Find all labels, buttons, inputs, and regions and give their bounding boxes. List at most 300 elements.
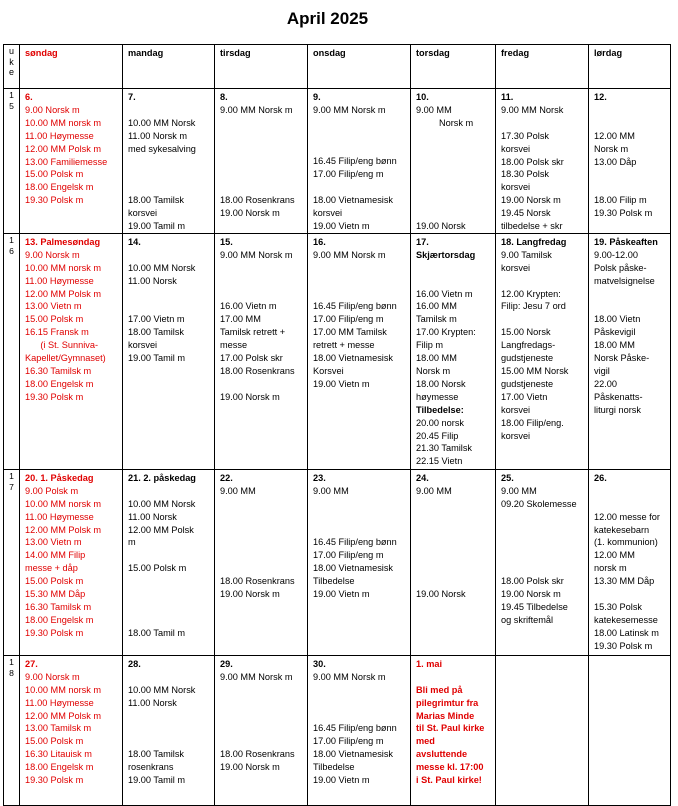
day-cell (123, 89, 215, 234)
schedule-line: 16.45 Filip/eng bønn (313, 156, 397, 167)
schedule-line: 19.00 Norsk m (501, 195, 561, 206)
schedule-line: 18.00 Polsk skr (501, 576, 564, 587)
schedule-line: 15.00 Polsk m (25, 576, 84, 587)
schedule-line (501, 117, 583, 130)
schedule-line: 12.00 MM (594, 550, 635, 561)
schedule-line (594, 181, 665, 194)
schedule-line: Påskevigil (594, 327, 636, 338)
week-row (4, 655, 671, 805)
week-number-digit: 1 (9, 656, 14, 667)
schedule-line: 19.00 Norsk m (220, 391, 280, 402)
day-cell (496, 469, 589, 655)
day-date-label: 26. (594, 472, 607, 483)
day-cell (308, 233, 411, 469)
schedule-line (128, 601, 209, 614)
schedule-line: 11.00 Høymesse (25, 275, 94, 286)
week-row (4, 89, 671, 234)
schedule-line: 22.15 Vietn (416, 456, 463, 467)
schedule-line: 13.00 Dåp (594, 156, 637, 167)
day-date-label: 13. Palmesøndag (25, 236, 101, 247)
schedule-line: pilegrimtur fra (416, 697, 479, 708)
calendar-table (3, 44, 671, 806)
schedule-line: 18.00 Norsk (416, 378, 466, 389)
schedule-line (128, 288, 209, 301)
schedule-line (128, 722, 209, 735)
schedule-line (220, 275, 302, 288)
day-date-label: 24. (416, 472, 429, 483)
schedule-line: 15.30 Polsk (594, 601, 643, 612)
schedule-line: gudstjeneste (501, 353, 554, 364)
schedule-line: 19.00 Vietn m (313, 221, 370, 231)
schedule-line: 19.00 Vietn m (313, 378, 370, 389)
schedule-line (416, 194, 490, 207)
day-cell (123, 655, 215, 805)
schedule-line (501, 562, 583, 575)
schedule-line: 18.00 Tamilsk (128, 327, 185, 338)
day-date-label: 21. 2. påskedag (128, 472, 196, 483)
schedule-line: 12.00 MM (594, 130, 635, 141)
week-number-digit: 1 (9, 470, 14, 481)
schedule-line: 11.00 Norsk m (128, 130, 188, 141)
schedule-line (220, 710, 302, 723)
schedule-line (128, 300, 209, 313)
schedule-line: 17.00 Vietn (501, 391, 548, 402)
week-number-digit: 7 (9, 481, 14, 492)
schedule-line: 18.00 Vietn (594, 314, 641, 325)
schedule-line: m (128, 537, 136, 548)
schedule-line (501, 275, 583, 288)
schedule-line (313, 710, 405, 723)
week-number-cell (4, 89, 20, 234)
schedule-line: (i St. Sunniva- (25, 340, 99, 351)
week-number-cell (4, 233, 20, 469)
schedule-line (128, 181, 209, 194)
schedule-line: 16.30 Tamilsk m (25, 366, 92, 377)
schedule-line (313, 143, 405, 156)
day-date-label: 22. (220, 472, 233, 483)
schedule-line: vigil (594, 365, 610, 376)
schedule-line: 19.00 Norsk (416, 220, 466, 231)
day-cell (411, 655, 496, 805)
schedule-line: 10.00 MM Norsk (128, 262, 196, 273)
schedule-line: 19.00 Norsk m (501, 589, 561, 600)
schedule-line: 11.00 Høymesse (25, 511, 94, 522)
schedule-line (594, 588, 665, 601)
schedule-line: 16.30 Tamilsk m (25, 602, 92, 613)
schedule-line (501, 524, 583, 537)
schedule-line: 15.30 MM Dåp (25, 589, 86, 600)
schedule-line: Filip: Jesu 7 ord (501, 301, 566, 312)
header-monday: mandag (123, 45, 215, 89)
schedule-line: 9.00 Polsk m (25, 485, 79, 496)
schedule-line: 17.00 Filip/eng m (313, 550, 384, 561)
schedule-line: 12.00 MM Polsk m (25, 143, 102, 154)
schedule-line: 9.00 MM Norsk m (220, 671, 293, 682)
day-date-label: 9. (313, 92, 321, 102)
day-cell (123, 469, 215, 655)
schedule-line (501, 549, 583, 562)
day-cell (589, 469, 671, 655)
schedule-line (594, 117, 665, 130)
header-sunday: søndag (20, 45, 123, 89)
schedule-line: 18.00 Engelsk m (25, 182, 94, 193)
day-cell (496, 89, 589, 234)
schedule-line: 17.00 Filip/eng m (313, 169, 384, 180)
schedule-line: 19.00 Norsk m (220, 208, 280, 219)
schedule-line: (1. kommunion) (594, 537, 658, 548)
schedule-line: 18.00 Filip/eng. (501, 417, 564, 428)
header-wednesday: onsdag (308, 45, 411, 89)
schedule-line: 19.30 Polsk m (25, 391, 84, 402)
schedule-line: 10.00 MM Norsk (128, 684, 196, 695)
schedule-line (416, 181, 490, 194)
schedule-line: 12.00 MM Polsk m (25, 710, 102, 721)
schedule-line: messe kl. 17:00 (416, 762, 484, 773)
day-cell (215, 655, 308, 805)
schedule-line: 12.00 Krypten: (501, 288, 561, 299)
schedule-line: 13.30 MM Dåp (594, 576, 655, 587)
schedule-line: 18.00 MM (594, 340, 635, 351)
week-number-cell (4, 469, 20, 655)
schedule-line: 16.15 Fransk m (25, 327, 89, 338)
schedule-line: Kapellet/Gymnaset) (25, 353, 106, 364)
schedule-line (313, 275, 405, 288)
week-number-cell (4, 655, 20, 805)
schedule-line (416, 562, 490, 575)
schedule-line: messe + dåp (25, 563, 78, 574)
schedule-line: 19.00 Tamil m (128, 353, 186, 364)
schedule-line: 17.00 MM Tamilsk (313, 327, 387, 338)
schedule-line (416, 575, 490, 588)
day-cell (496, 233, 589, 469)
schedule-line (416, 156, 490, 169)
schedule-line: 10.00 MM norsk m (25, 498, 102, 509)
schedule-line: 19.00 Vietn m (313, 775, 370, 786)
schedule-line (220, 524, 302, 537)
schedule-line: 09.20 Skolemesse (501, 498, 577, 509)
day-date-label: 7. (128, 92, 136, 102)
schedule-line (220, 735, 302, 748)
schedule-line: 18.00 Vietnamesisk (313, 563, 394, 574)
schedule-line: 18.00 Filip m (594, 195, 647, 206)
schedule-line (501, 536, 583, 549)
schedule-line: 18.00 Polsk skr (501, 156, 564, 167)
schedule-line: 13.00 Vietn m (25, 537, 82, 548)
schedule-line: norsk m (594, 563, 627, 574)
schedule-line: katekesemesse (594, 614, 658, 625)
schedule-line: 9.00 MM (416, 485, 452, 496)
schedule-line: 21.30 Tamilsk (416, 443, 473, 454)
schedule-line: 18.00 Engelsk m (25, 378, 94, 389)
schedule-line: Langfredags- (501, 340, 556, 351)
day-date-label: 23. (313, 472, 326, 483)
day-date-label: 18. Langfredag (501, 236, 567, 247)
schedule-line: 19.30 Polsk m (594, 640, 653, 651)
schedule-line (501, 511, 583, 524)
schedule-line: 16.00 Vietn m (220, 301, 277, 312)
day-cell (496, 655, 589, 805)
schedule-line: Tamilsk retrett + (220, 327, 286, 338)
schedule-line: 17.00 Filip/eng m (313, 314, 384, 325)
schedule-line: 22.00 (594, 378, 617, 389)
schedule-line: Tilbedelse (313, 762, 355, 773)
schedule-line (313, 262, 405, 275)
schedule-line: 19.00 Tamil m (128, 775, 186, 786)
schedule-line: 19.45 Tilbedelse (501, 601, 568, 612)
schedule-line: 18.00 Tamilsk (128, 749, 185, 760)
schedule-line: med sykesalving (128, 143, 196, 154)
schedule-line: 16.45 Filip/eng bønn (313, 537, 397, 548)
schedule-line: 17.00 Filip/eng m (313, 736, 384, 747)
schedule-line: med (416, 736, 435, 747)
week-row (4, 233, 671, 469)
schedule-line: 16.45 Filip/eng bønn (313, 301, 397, 312)
schedule-line (313, 498, 405, 511)
schedule-line (128, 671, 209, 684)
schedule-line (220, 130, 302, 143)
week-header-letter: e (8, 67, 14, 77)
schedule-line (416, 143, 490, 156)
schedule-line: 16.30 Litauisk m (25, 749, 92, 760)
header-friday: fredag (496, 45, 589, 89)
week-number-digit: 8 (9, 667, 14, 678)
day-cell (215, 89, 308, 234)
day-date-label: 17. (416, 236, 429, 247)
schedule-line (220, 562, 302, 575)
header-saturday: lørdag (589, 45, 671, 89)
schedule-line: korsvei (128, 340, 158, 351)
schedule-line (416, 130, 490, 143)
schedule-line: korsvei (313, 208, 343, 219)
schedule-line: 15.00 Polsk m (25, 736, 84, 747)
schedule-line (220, 684, 302, 697)
schedule-line: 16.00 MM (416, 301, 457, 312)
schedule-line: Påskenatts- (594, 391, 643, 402)
schedule-line: 17.30 Polsk (501, 130, 550, 141)
schedule-line: Norsk m (416, 117, 474, 128)
schedule-line (416, 207, 490, 220)
day-cell (411, 89, 496, 234)
day-cell (589, 655, 671, 805)
schedule-line (128, 614, 209, 627)
schedule-line: 13.00 Familiemesse (25, 156, 108, 167)
schedule-line: 15.00 Polsk m (25, 314, 84, 325)
schedule-line: 16.00 Vietn m (416, 288, 473, 299)
day-date-label: 11. (501, 92, 514, 102)
schedule-line: 18.00 MM (416, 353, 457, 364)
schedule-line (128, 710, 209, 723)
schedule-line (594, 168, 665, 181)
schedule-line: avsluttende (416, 749, 468, 760)
schedule-line: 9.00 MM Norsk m (220, 104, 293, 115)
schedule-line: 17.00 Polsk skr (220, 353, 283, 364)
schedule-line: 18.00 Rosenkrans (220, 576, 295, 587)
schedule-line: korsvei (501, 430, 531, 441)
schedule-line (594, 300, 665, 313)
schedule-line (313, 117, 405, 130)
schedule-line (416, 511, 490, 524)
schedule-line (594, 288, 665, 301)
schedule-line: 9.00 Norsk m (25, 104, 80, 115)
schedule-line: korsvei (501, 143, 531, 154)
day-date-label: 28. (128, 658, 141, 669)
day-date-label: 27. (25, 658, 38, 669)
schedule-line: 15.00 Polsk m (128, 563, 187, 574)
schedule-line: Bli med på (416, 684, 463, 695)
schedule-line (313, 130, 405, 143)
schedule-line (128, 588, 209, 601)
schedule-line (313, 288, 405, 301)
schedule-line: 17.00 MM (220, 314, 261, 325)
schedule-line: 9.00 MM (501, 485, 537, 496)
schedule-line: i St. Paul kirke! (416, 775, 482, 786)
week-number-digit: 1 (9, 234, 14, 245)
schedule-line: 10.00 MM norsk m (25, 117, 102, 128)
schedule-line: 18.00 Latinsk m (594, 627, 659, 638)
schedule-line: og skriftemål (501, 614, 554, 625)
schedule-line (416, 275, 490, 288)
schedule-line: 10.00 MM Norsk (128, 498, 196, 509)
schedule-line: 19.00 Norsk (416, 589, 466, 599)
schedule-line: korsvei (501, 182, 531, 193)
week-header-letter: k (9, 56, 14, 67)
schedule-line (128, 485, 209, 498)
schedule-line: gudstjeneste (501, 378, 554, 389)
schedule-line (220, 143, 302, 156)
schedule-line: Korsvei (313, 365, 344, 376)
day-date-label: 16. (313, 236, 326, 247)
schedule-line: 9.00 Tamilsk (501, 249, 552, 260)
week-number-digit: 1 (9, 90, 14, 100)
schedule-line: 18.00 Rosenkrans (220, 365, 295, 376)
schedule-line (128, 249, 209, 262)
schedule-line (416, 524, 490, 537)
schedule-line: 16.45 Filip/eng bønn (313, 723, 397, 734)
day-date-label: 30. (313, 658, 326, 669)
schedule-line (128, 575, 209, 588)
day-date-label: 6. (25, 92, 33, 102)
schedule-line: 9.00 MM (416, 104, 452, 115)
schedule-line: 9.00 MM (313, 485, 349, 496)
schedule-line: 19.30 Polsk m (25, 627, 84, 638)
day-date-label: 29. (220, 658, 233, 669)
schedule-line (220, 498, 302, 511)
schedule-line: 18.00 Vietnamesisk (313, 353, 394, 364)
schedule-line: 14.00 MM Filip (25, 550, 86, 561)
schedule-line (416, 671, 490, 684)
schedule-line (220, 181, 302, 194)
schedule-line (416, 498, 490, 511)
day-cell (215, 233, 308, 469)
schedule-line: korsvei (501, 262, 531, 273)
schedule-line: 9.00 MM Norsk m (313, 104, 386, 115)
week-column-header (4, 45, 20, 89)
day-date-label: 19. Påskeaften (594, 236, 658, 247)
schedule-line: 12.00 messe for (594, 511, 660, 522)
day-date-label: 10. (416, 92, 429, 102)
schedule-line (220, 378, 302, 391)
schedule-line: 18.00 Tamilsk (128, 195, 185, 206)
schedule-line: 9.00 MM Norsk (501, 104, 564, 115)
schedule-line (220, 262, 302, 275)
week-number-digit: 6 (9, 245, 14, 256)
schedule-line (128, 168, 209, 181)
schedule-line: 18.00 Vietnamesisk (313, 195, 394, 206)
schedule-line: Norsk Påske- (594, 353, 650, 364)
schedule-line (416, 549, 490, 562)
schedule-line (501, 313, 583, 326)
week-header-letter: u (8, 46, 14, 56)
schedule-line (220, 536, 302, 549)
schedule-line (128, 104, 209, 117)
day-cell (589, 233, 671, 469)
schedule-line (313, 511, 405, 524)
schedule-line (128, 735, 209, 748)
day-cell (411, 469, 496, 655)
schedule-line: matvelsignelse (594, 275, 655, 286)
schedule-line: Tamilsk m (416, 314, 457, 325)
schedule-line: Polsk påske- (594, 262, 647, 273)
schedule-line: messe (220, 340, 248, 351)
schedule-line: 17.00 Vietn m (128, 314, 185, 325)
day-cell (308, 89, 411, 234)
schedule-line: 17.00 Krypten: (416, 327, 476, 338)
schedule-line (128, 156, 209, 169)
schedule-line (416, 536, 490, 549)
schedule-line: 10.00 MM Norsk (128, 117, 196, 128)
schedule-line: 12.00 MM Polsk m (25, 288, 102, 299)
schedule-line: 9.00 Norsk m (25, 249, 80, 260)
schedule-line: Norsk m (416, 365, 451, 376)
schedule-line: 11.00 Høymesse (25, 697, 94, 708)
schedule-line: 18.00 Rosenkrans (220, 749, 295, 760)
calendar-title: April 2025 (286, 9, 369, 28)
schedule-line (220, 155, 302, 168)
schedule-line: korsvei (128, 208, 158, 219)
schedule-line (313, 697, 405, 710)
schedule-line: retrett + messe (313, 340, 375, 351)
schedule-line: 20.00 norsk (416, 417, 465, 428)
schedule-line (594, 485, 665, 498)
schedule-line: Skjærtorsdag (416, 249, 476, 260)
schedule-line (220, 288, 302, 301)
schedule-line (594, 104, 665, 117)
schedule-line: 11.00 Norsk (128, 697, 177, 708)
schedule-line: 11.00 Høymesse (25, 130, 94, 141)
schedule-line (220, 697, 302, 710)
schedule-line (128, 549, 209, 562)
schedule-line: 18.00 Tamil m (128, 627, 186, 638)
day-cell (308, 655, 411, 805)
schedule-line: 9.00 MM Norsk m (220, 249, 293, 260)
schedule-line: Tilbedelse: (416, 404, 464, 415)
schedule-line (416, 262, 490, 275)
day-cell (20, 469, 123, 655)
day-date-label: 20. 1. Påskedag (25, 472, 94, 483)
day-cell (20, 233, 123, 469)
schedule-line: 15.00 Norsk (501, 327, 551, 338)
schedule-line: 18.00 Engelsk m (25, 614, 94, 625)
schedule-line: katekesebarn (594, 524, 650, 535)
schedule-line: 10.00 MM norsk m (25, 262, 102, 273)
schedule-line: 9.00-12.00 (594, 249, 638, 260)
schedule-line (594, 498, 665, 511)
header-tuesday: tirsdag (215, 45, 308, 89)
schedule-line: korsvei (501, 404, 531, 415)
day-cell (20, 655, 123, 805)
schedule-line: 9.00 Norsk m (25, 671, 80, 682)
weekday-header-row (4, 45, 671, 89)
